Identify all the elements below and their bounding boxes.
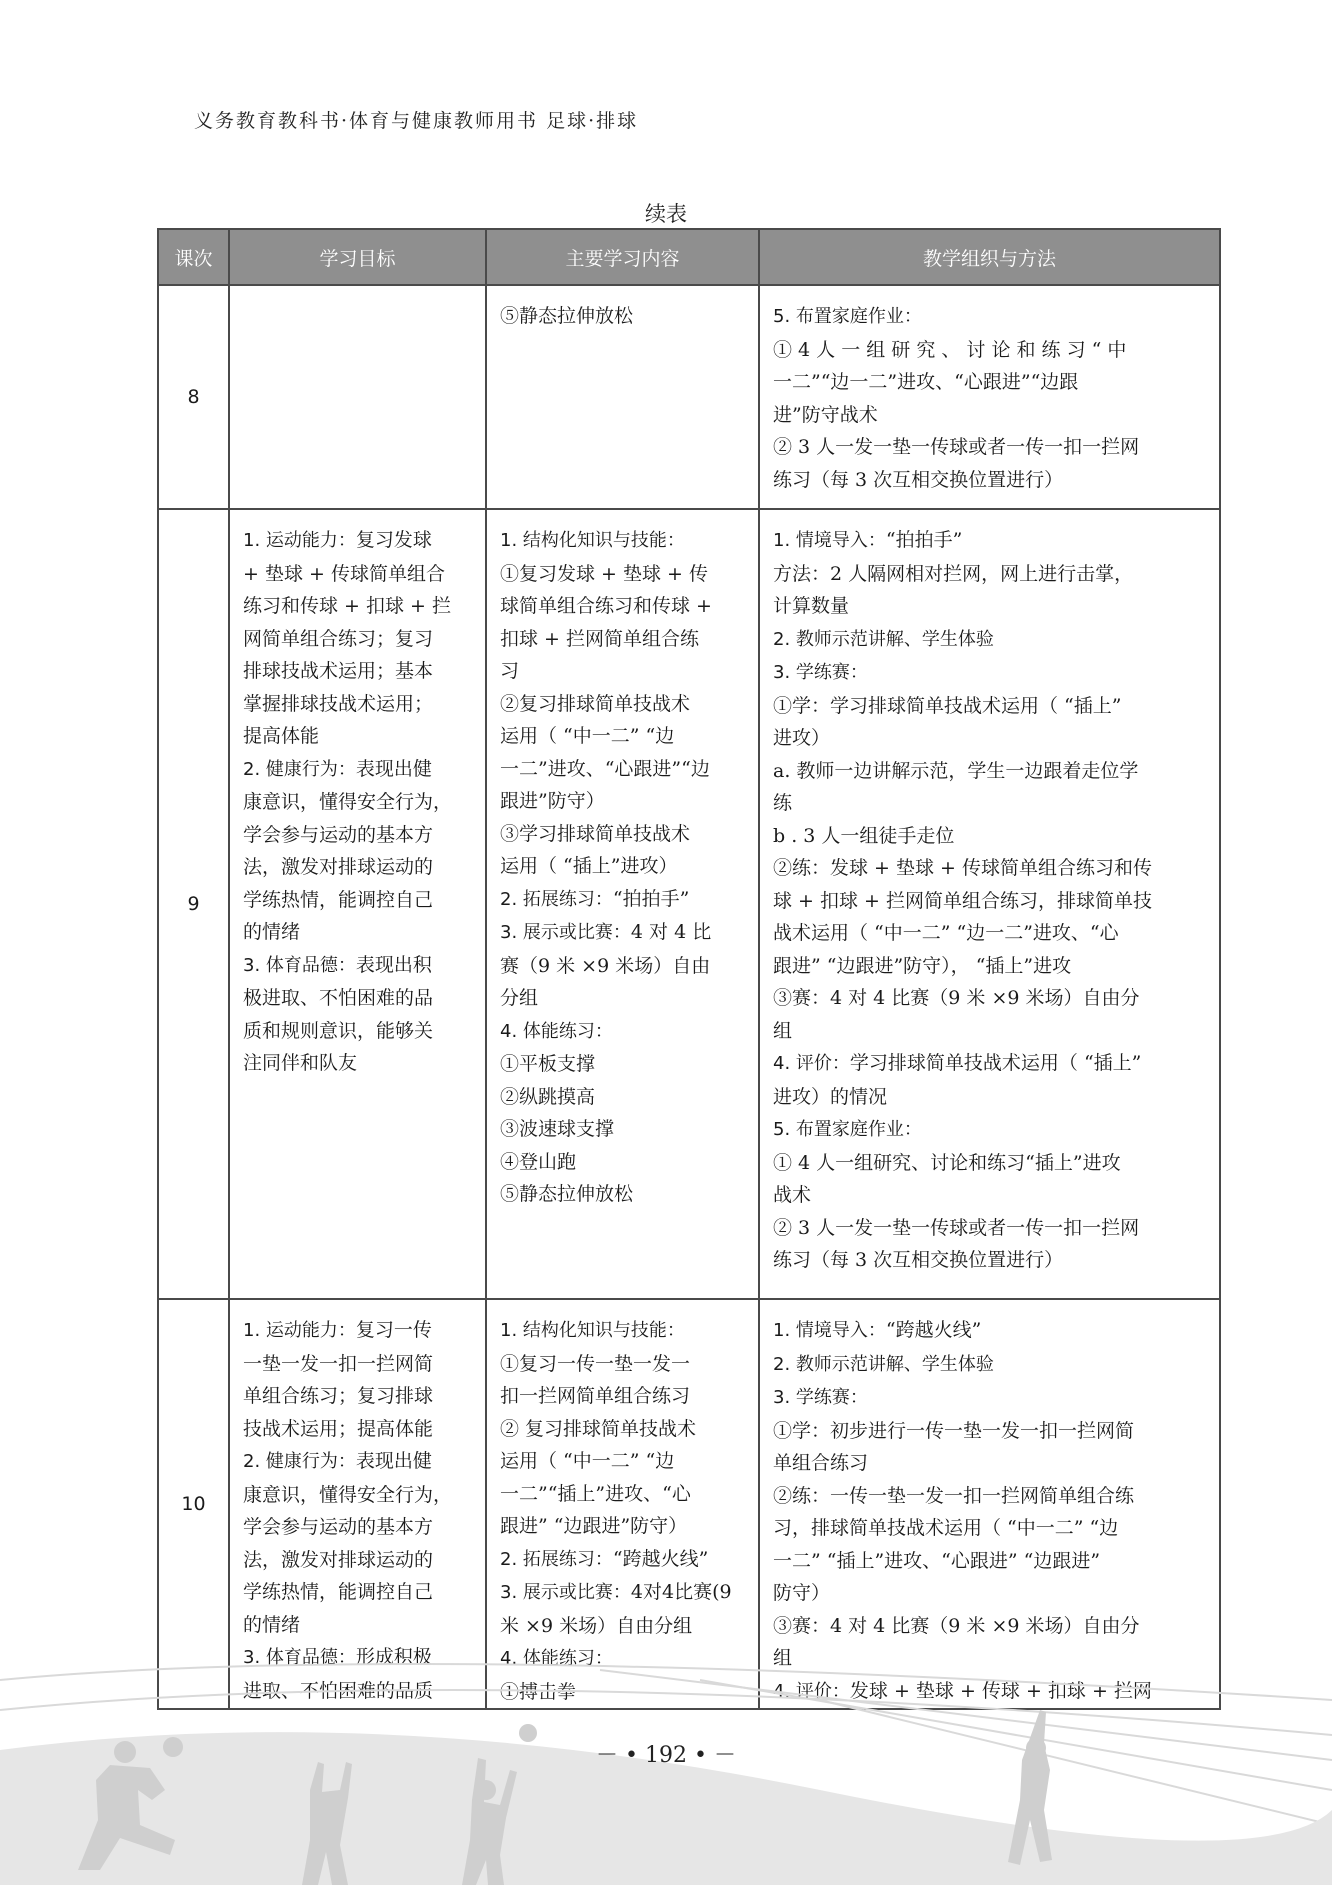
line-text: 战术 bbox=[773, 1184, 812, 1206]
line-text: 练 bbox=[773, 792, 793, 814]
methods-line bbox=[773, 917, 1209, 950]
goals-line bbox=[243, 1609, 475, 1642]
running-header: 义务教育教科书·体育与健康教师用书 足球·排球 bbox=[194, 110, 639, 132]
line-text: 跟进” “边跟进”防守）， “插上”进攻 bbox=[773, 954, 1072, 977]
methods-line bbox=[773, 787, 1209, 820]
content-line bbox=[500, 1445, 748, 1478]
line-text: 扣一拦网简单组合练习 bbox=[500, 1385, 691, 1407]
line-text: 技战术运用；提高体能 bbox=[243, 1417, 434, 1440]
section-heading: 3. 展示或比赛： bbox=[500, 1582, 631, 1603]
section-heading: 2. 拓展练习： bbox=[500, 1548, 613, 1570]
methods-line bbox=[773, 1147, 1209, 1180]
content-line bbox=[500, 1178, 748, 1211]
line-text: ② 复习排球简单技战术 bbox=[500, 1417, 697, 1440]
line-text: ①复习一传一垫一发一 bbox=[500, 1352, 691, 1375]
methods-line bbox=[773, 1081, 1209, 1114]
line-text: ①平板支撑 bbox=[500, 1053, 596, 1075]
content-line bbox=[500, 883, 748, 917]
line-text: ③赛：4 对 4 比赛（9 米 ×9 米场）自由分 bbox=[773, 987, 1140, 1009]
methods-line bbox=[773, 623, 1209, 657]
line-text: 习 bbox=[500, 660, 520, 682]
line-text: 注同伴和队友 bbox=[243, 1052, 358, 1074]
line-text: 跟进” “边跟进”防守） bbox=[500, 1515, 688, 1537]
content-line bbox=[500, 916, 748, 950]
methods-line bbox=[773, 524, 1209, 558]
line-text: 进”防守战术 bbox=[773, 403, 878, 426]
methods-line bbox=[773, 1512, 1209, 1545]
line-text: 跟进”防守） bbox=[500, 790, 605, 812]
content-line bbox=[500, 1048, 748, 1081]
methods-line bbox=[773, 558, 1209, 591]
methods-line bbox=[773, 1577, 1209, 1610]
line-text: ② 3 人一发一垫一传球或者一传一扣一拦网 bbox=[773, 436, 1140, 458]
line-text: 的情绪 bbox=[243, 921, 301, 943]
line-text: 表现出积 bbox=[355, 953, 432, 976]
table-caption: 续表 bbox=[645, 202, 687, 226]
methods-line bbox=[773, 755, 1209, 788]
methods-line bbox=[773, 982, 1209, 1015]
content-line bbox=[500, 1314, 748, 1348]
line-text: 4 对 4 比 bbox=[630, 921, 712, 943]
line-text: 复习一传 bbox=[355, 1319, 432, 1341]
line-text: 方法：2 人隔网相对拦网，网上进行击掌， bbox=[773, 562, 1134, 585]
methods-line bbox=[773, 1244, 1209, 1277]
section-heading: 4. 评价： bbox=[773, 1680, 850, 1702]
goals-line bbox=[243, 1576, 475, 1609]
content-line bbox=[500, 590, 748, 623]
line-text: ③学习排球简单技战术 bbox=[500, 822, 691, 845]
line-text: ①学：学习排球简单技战术运用（ “插上” bbox=[773, 694, 1122, 717]
table-header-row bbox=[158, 229, 1220, 285]
line-text: 计算数量 bbox=[773, 595, 850, 617]
methods-line bbox=[773, 1480, 1209, 1513]
line-text: + 垫球 + 传球简单组合 bbox=[243, 562, 445, 585]
content-line bbox=[500, 982, 748, 1015]
line-text: 学练热情，能调控自己 bbox=[243, 1581, 434, 1603]
line-text: 排球技战术运用；基本 bbox=[243, 660, 434, 682]
line-text: 防守） bbox=[773, 1582, 831, 1604]
section-heading: 1. 结构化知识与技能： bbox=[500, 530, 685, 551]
line-text: 习，排球简单技战术运用（ “中一二” “边 bbox=[773, 1517, 1119, 1539]
content-line bbox=[500, 1543, 748, 1577]
goals-line bbox=[243, 524, 475, 558]
line-text: 单组合练习；复习排球 bbox=[243, 1385, 434, 1407]
col-header-lesson: 课次 bbox=[158, 229, 229, 285]
section-heading: 4. 体能练习： bbox=[500, 1648, 613, 1669]
methods-line bbox=[773, 590, 1209, 623]
line-text: 4对4比赛(9 bbox=[630, 1581, 732, 1603]
methods-line bbox=[773, 464, 1209, 497]
line-text: 组 bbox=[773, 1019, 793, 1042]
methods-line bbox=[773, 950, 1209, 983]
content-line bbox=[500, 1576, 748, 1610]
line-text: ⑤静态拉伸放松 bbox=[500, 305, 634, 327]
section-heading: 3. 体育品德： bbox=[243, 1647, 356, 1668]
section-heading: 3. 学练赛： bbox=[773, 1387, 868, 1408]
content-line bbox=[500, 850, 748, 883]
goals-line bbox=[243, 1479, 475, 1512]
section-heading: 1. 情境导入： bbox=[773, 1320, 886, 1341]
methods-line bbox=[773, 1314, 1209, 1348]
line-text: 战术运用（ “中一二” “边一二”进攻、“心 bbox=[773, 922, 1119, 944]
content-line bbox=[500, 950, 748, 983]
line-text: 运用（ “中一二” “边 bbox=[500, 1450, 675, 1472]
line-text: ①搏击拳 bbox=[500, 1680, 577, 1703]
line-text: 米 ×9 米场）自由分组 bbox=[500, 1614, 693, 1637]
methods-cell bbox=[759, 285, 1220, 509]
section-heading: 2. 教师示范讲解、学生体验 bbox=[773, 1353, 994, 1375]
line-text: ③波速球支撑 bbox=[500, 1118, 615, 1140]
line-text: 表现出健 bbox=[355, 757, 432, 780]
goals-line bbox=[243, 753, 475, 787]
line-text: ① 4 人 一 组 研 究 、 讨 论 和 练 习 “ 中 bbox=[773, 338, 1127, 361]
line-text: 练习（每 3 次互相交换位置进行） bbox=[773, 1249, 1064, 1271]
content-line bbox=[500, 1015, 748, 1049]
line-text: b . 3 人一组徒手走位 bbox=[773, 824, 955, 847]
content-line bbox=[500, 300, 748, 333]
line-text: 运用（ “插上”进攻） bbox=[500, 855, 678, 877]
line-text: 法，激发对排球运动的 bbox=[243, 1548, 434, 1571]
section-heading: 3. 展示或比赛： bbox=[500, 922, 631, 943]
methods-line bbox=[773, 1447, 1209, 1480]
content-line bbox=[500, 688, 748, 721]
line-text: 球简单组合练习和传球 + bbox=[500, 595, 712, 617]
content-line bbox=[500, 1510, 748, 1543]
goals-line bbox=[243, 1445, 475, 1479]
section-heading: 3. 学练赛： bbox=[773, 662, 868, 683]
line-text: 运用（ “中一二” “边 bbox=[500, 725, 675, 747]
section-heading: 2. 健康行为： bbox=[243, 1451, 356, 1472]
content-line bbox=[500, 524, 748, 558]
content-line bbox=[500, 1413, 748, 1446]
methods-line bbox=[773, 431, 1209, 464]
goals-line bbox=[243, 558, 475, 591]
methods-line bbox=[773, 334, 1209, 367]
line-text: ②纵跳摸高 bbox=[500, 1085, 596, 1108]
section-heading: 1. 运动能力： bbox=[243, 1320, 356, 1341]
content-line bbox=[500, 720, 748, 753]
table-row bbox=[158, 509, 1220, 1299]
content-line bbox=[500, 1113, 748, 1146]
line-text: 练习（每 3 次互相交换位置进行） bbox=[773, 468, 1064, 491]
line-text: 球 + 扣球 + 拦网简单组合练习，排球简单技 bbox=[773, 889, 1152, 912]
line-text: 表现出健 bbox=[355, 1450, 432, 1472]
line-text: 一二” “插上”进攻、“心跟进” “边跟进” bbox=[773, 1549, 1101, 1572]
content-line bbox=[500, 655, 748, 688]
line-text: ⑤静态拉伸放松 bbox=[500, 1183, 634, 1205]
line-text: 的情绪 bbox=[243, 1613, 301, 1636]
line-text: ④登山跑 bbox=[500, 1150, 577, 1173]
line-text: ①复习发球 + 垫球 + 传 bbox=[500, 562, 708, 585]
section-heading: 1. 情境导入： bbox=[773, 530, 886, 551]
section-heading: 2. 拓展练习： bbox=[500, 888, 613, 910]
line-text: 进取、不怕困难的品质 bbox=[243, 1679, 434, 1702]
methods-line bbox=[773, 1212, 1209, 1245]
section-heading: 2. 教师示范讲解、学生体验 bbox=[773, 628, 994, 650]
table-row bbox=[158, 285, 1220, 509]
goals-line bbox=[243, 1015, 475, 1048]
content-line bbox=[500, 753, 748, 786]
methods-line bbox=[773, 366, 1209, 399]
goals-line bbox=[243, 1544, 475, 1577]
content-line bbox=[500, 1348, 748, 1381]
line-text: 一二”“边一二”进攻、“心跟进”“边跟 bbox=[773, 371, 1079, 393]
lesson-plan-table bbox=[157, 228, 1221, 1710]
goals-line bbox=[243, 590, 475, 623]
content-cell bbox=[486, 509, 759, 1299]
methods-line bbox=[773, 1179, 1209, 1212]
content-line bbox=[500, 1610, 748, 1643]
line-text: 单组合练习 bbox=[773, 1452, 869, 1474]
goals-line bbox=[243, 1348, 475, 1381]
line-text: 康意识，懂得安全行为， bbox=[243, 1483, 453, 1506]
goals-line bbox=[243, 982, 475, 1015]
methods-line bbox=[773, 722, 1209, 755]
line-text: 分组 bbox=[500, 987, 539, 1009]
content-line bbox=[500, 623, 748, 656]
line-text: 一二”进攻、“心跟进”“边 bbox=[500, 757, 710, 780]
line-text: 练习和传球 + 扣球 + 拦 bbox=[243, 595, 451, 617]
methods-line bbox=[773, 1610, 1209, 1643]
goals-cell bbox=[229, 285, 486, 509]
line-text: ② 3 人一发一垫一传球或者一传一扣一拦网 bbox=[773, 1216, 1140, 1239]
lesson-number: 10 bbox=[158, 1299, 229, 1709]
line-text: ②练：一传一垫一发一扣一拦网简单组合练 bbox=[773, 1484, 1135, 1507]
goals-line bbox=[243, 884, 475, 917]
line-text: 复习发球 bbox=[355, 529, 432, 551]
line-text: 形成积极 bbox=[355, 1646, 432, 1668]
methods-line bbox=[773, 656, 1209, 690]
methods-line bbox=[773, 300, 1209, 334]
line-text: 提高体能 bbox=[243, 725, 320, 747]
goals-line bbox=[243, 916, 475, 949]
content-line bbox=[500, 558, 748, 591]
page-number: － • 192 • － bbox=[596, 1743, 736, 1768]
goals-line bbox=[243, 949, 475, 983]
line-text: 一垫一发一扣一拦网简 bbox=[243, 1352, 434, 1375]
col-header-methods: 教学组织与方法 bbox=[759, 229, 1220, 285]
line-text: “拍拍手” bbox=[885, 529, 963, 551]
section-heading: 4. 评价： bbox=[773, 1053, 850, 1074]
line-text: ①学：初步进行一传一垫一发一扣一拦网简 bbox=[773, 1419, 1135, 1442]
line-text: 质和规则意识，能够关 bbox=[243, 1019, 434, 1042]
methods-line bbox=[773, 1113, 1209, 1147]
line-text: 学会参与运动的基本方 bbox=[243, 1516, 434, 1538]
line-text: 组 bbox=[773, 1647, 793, 1669]
content-line bbox=[500, 1146, 748, 1179]
content-line bbox=[500, 1478, 748, 1511]
content-cell bbox=[486, 285, 759, 509]
methods-line bbox=[773, 1545, 1209, 1578]
line-text: “跨越火线” bbox=[885, 1319, 982, 1341]
line-text: 赛（9 米 ×9 米场）自由 bbox=[500, 954, 711, 977]
line-text: 掌握排球技战术运用； bbox=[243, 692, 434, 715]
goals-line bbox=[243, 688, 475, 721]
goals-line bbox=[243, 623, 475, 656]
line-text: 法，激发对排球运动的 bbox=[243, 856, 434, 878]
line-text: 进攻）的情况 bbox=[773, 1085, 888, 1108]
line-text: “跨越火线” bbox=[612, 1547, 709, 1570]
line-text: “拍拍手” bbox=[612, 887, 690, 910]
col-header-goals: 学习目标 bbox=[229, 229, 486, 285]
goals-line bbox=[243, 1380, 475, 1413]
section-heading: 1. 运动能力： bbox=[243, 530, 356, 551]
line-text: 扣球 + 拦网简单组合练 bbox=[500, 627, 699, 650]
line-text: a. 教师一边讲解示范，学生一边跟着走位学 bbox=[773, 759, 1139, 782]
methods-line bbox=[773, 1415, 1209, 1448]
section-heading: 2. 健康行为： bbox=[243, 758, 356, 780]
line-text: 网简单组合练习；复习 bbox=[243, 627, 434, 650]
line-text: 学练热情，能调控自己 bbox=[243, 888, 434, 911]
content-line bbox=[500, 1081, 748, 1114]
line-text: 极进取、不怕困难的品 bbox=[243, 987, 434, 1009]
goals-line bbox=[243, 1047, 475, 1080]
line-text: 5. 布置家庭作业： bbox=[773, 306, 922, 327]
methods-cell bbox=[759, 509, 1220, 1299]
content-line bbox=[500, 818, 748, 851]
goals-line bbox=[243, 819, 475, 852]
line-text: ① 4 人一组研究、讨论和练习“插上”进攻 bbox=[773, 1151, 1121, 1174]
line-text: ③赛：4 对 4 比赛（9 米 ×9 米场）自由分 bbox=[773, 1614, 1140, 1637]
section-heading: 3. 体育品德： bbox=[243, 954, 356, 976]
content-line bbox=[500, 1380, 748, 1413]
section-heading: 5. 布置家庭作业： bbox=[773, 1119, 922, 1140]
line-text: ②练：发球 + 垫球 + 传球简单组合练习和传 bbox=[773, 857, 1152, 879]
line-text: 学会参与运动的基本方 bbox=[243, 823, 434, 846]
line-text: ②复习排球简单技战术 bbox=[500, 692, 691, 715]
line-text: 发球 + 垫球 + 传球 + 扣球 + 拦网 bbox=[849, 1679, 1152, 1702]
methods-line bbox=[773, 1047, 1209, 1081]
col-header-content: 主要学习内容 bbox=[486, 229, 759, 285]
goals-line bbox=[243, 655, 475, 688]
goals-cell bbox=[229, 509, 486, 1299]
methods-line bbox=[773, 690, 1209, 723]
methods-line bbox=[773, 852, 1209, 885]
lesson-number: 8 bbox=[158, 285, 229, 509]
line-text: 学习排球简单技战术运用（ “插上” bbox=[849, 1052, 1142, 1074]
methods-line bbox=[773, 820, 1209, 853]
line-text: 康意识，懂得安全行为， bbox=[243, 791, 453, 813]
methods-line bbox=[773, 399, 1209, 432]
content-line bbox=[500, 785, 748, 818]
section-heading: 1. 结构化知识与技能： bbox=[500, 1320, 685, 1341]
goals-line bbox=[243, 786, 475, 819]
goals-line bbox=[243, 720, 475, 753]
goals-line bbox=[243, 1413, 475, 1446]
methods-line bbox=[773, 1348, 1209, 1382]
methods-line bbox=[773, 1015, 1209, 1048]
goals-line bbox=[243, 1314, 475, 1348]
goals-line bbox=[243, 851, 475, 884]
lesson-number: 9 bbox=[158, 509, 229, 1299]
methods-line bbox=[773, 885, 1209, 918]
line-text: 进攻） bbox=[773, 727, 831, 749]
methods-line bbox=[773, 1381, 1209, 1415]
line-text: 一二”“插上”进攻、“心 bbox=[500, 1482, 691, 1505]
goals-line bbox=[243, 1511, 475, 1544]
section-heading: 4. 体能练习： bbox=[500, 1020, 613, 1042]
